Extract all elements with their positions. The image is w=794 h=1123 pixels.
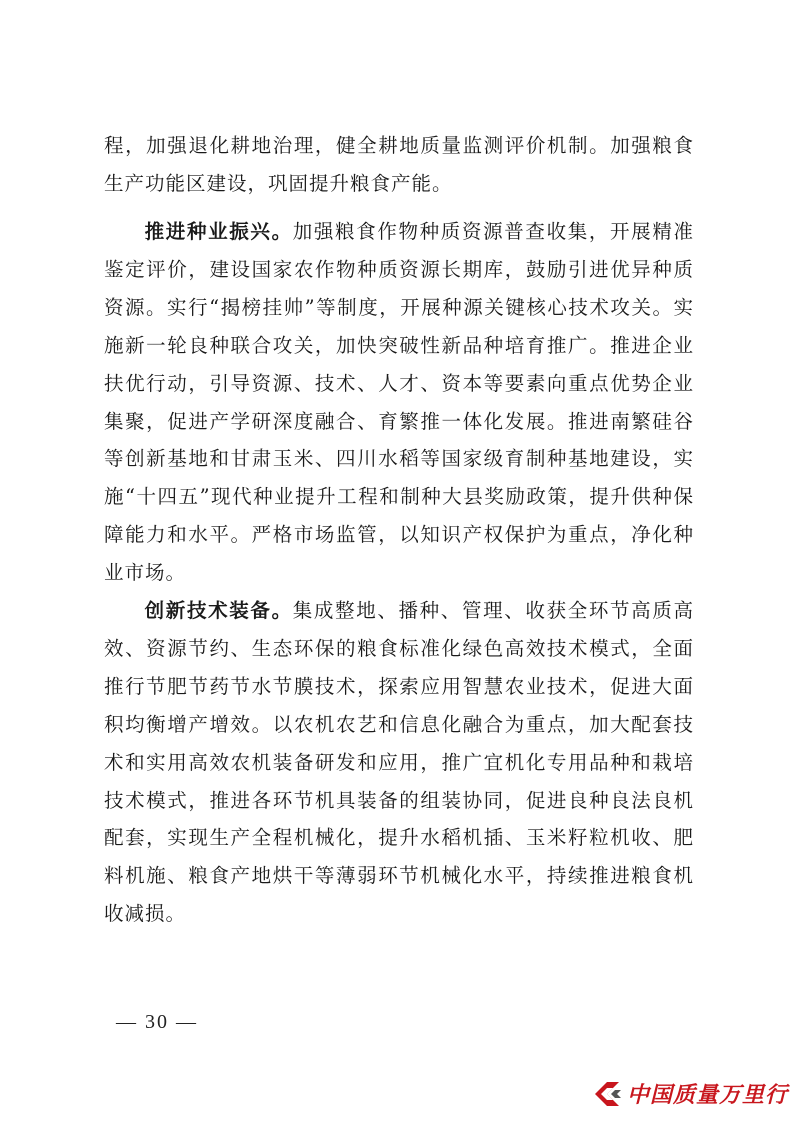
watermark (593, 1078, 788, 1109)
paragraph-technology-equipment (104, 592, 694, 933)
paragraph-text: 程，加强退化耕地治理，健全耕地质量监测评价机制。加强粮食生产功能区建设，巩固提升粮食产能。 (104, 134, 694, 195)
chevron-logo-icon (593, 1081, 623, 1107)
paragraph-continuation (104, 127, 694, 203)
paragraph-seed-industry (104, 213, 694, 592)
page-number: — 30 — (116, 1011, 198, 1033)
paragraph-text: 加强粮食作物种质资源普查收集，开展精准鉴定评价，建设国家农作物种质资源长期库，鼓励引进优异种质资源。实行“揭榜挂帅”等制度，开展种源关键核心技术攻关。实施新一轮良种联合攻关，加快突破性新品种培育推广。推进企业扶优行动，引导资源、技术、人才、资本等要素向重点优势企业集聚，促进产学研深度融合、育繁推一体化发展。推进南繁硅谷等创新基地和甘肃玉米、四川水稻等国家级育制种基地建设，实施“十四五”现代种业提升工程和制种大县奖励政策，提升供种保障能力和水平。严格市场监管，以知识产权保护为重点，净化种业市场。 (104, 220, 694, 585)
watermark-text: 中国质量万里行 (626, 1083, 788, 1108)
paragraph-heading: 创新技术装备。 (144, 599, 293, 622)
paragraph-text: 集成整地、播种、管理、收获全环节高质高效、资源节约、生态环保的粮食标准化绿色高效技术模式，全面推行节肥节药节水节膜技术，探索应用智慧农业技术，促进大面积均衡增产增效。以农机农艺和信息化融合为重点，加大配套技术和实用高效农机装备研发和应用，推广宜机化专用品种和栽培技术模式，推进各环节机具装备的组装协同，促进良种良法良机配套，实现生产全程机械化，提升水稻机插、玉米籽粒机收、肥料机施、粮食产地烘干等薄弱环节机械化水平，持续推进粮食机收减损。 (104, 599, 694, 926)
paragraph-heading: 推进种业振兴。 (144, 220, 293, 243)
